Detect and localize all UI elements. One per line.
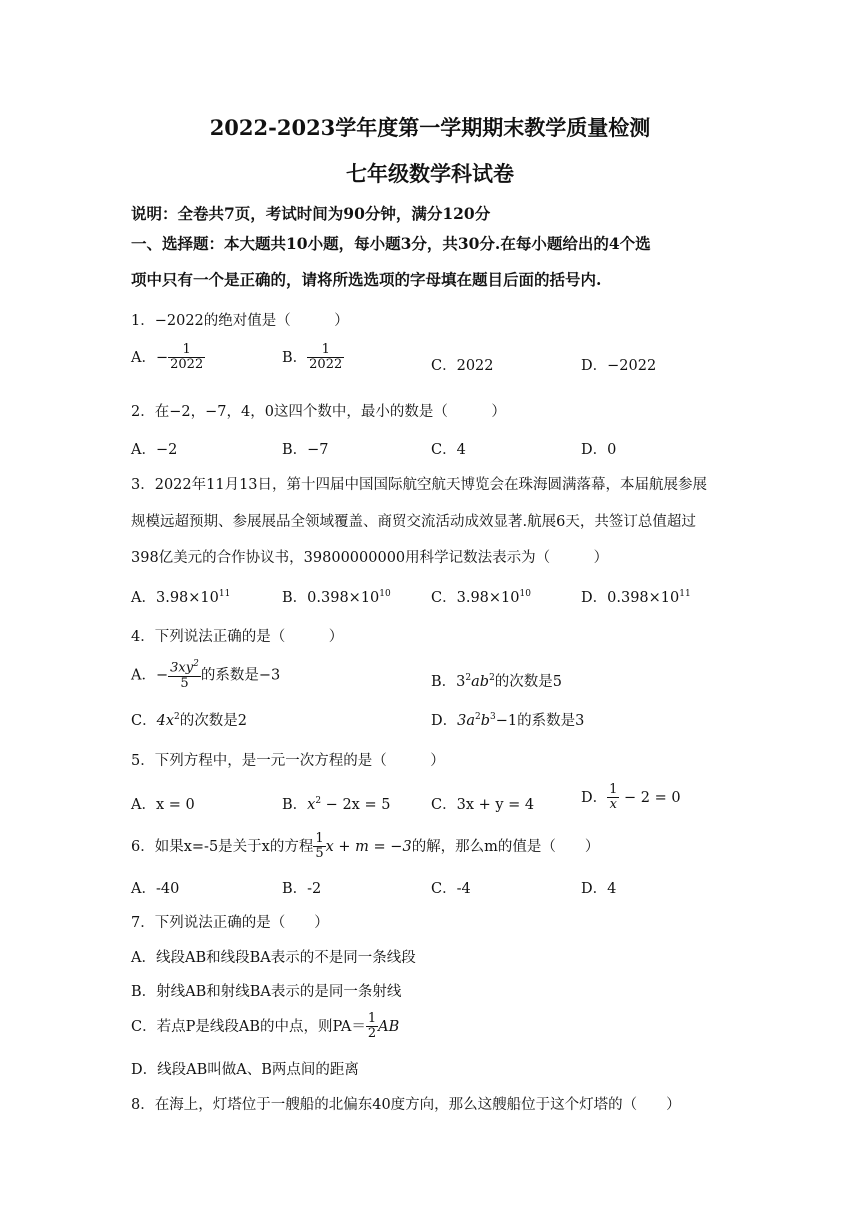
q5-b-x: x <box>307 797 316 813</box>
q4-option-c <box>131 709 247 730</box>
q8-stem: 8．在海上，灯塔位于一艘船的北偏东40度方向，那么这艘船位于这个灯塔的（ ） <box>131 1097 681 1113</box>
q4-option-d <box>431 709 584 730</box>
exam-subtitle: 七年级数学科试卷 <box>346 161 514 186</box>
q4-a-sign: − <box>155 667 169 684</box>
q5-option-a: A．x = 0 <box>131 797 195 813</box>
q5-stem: 5．下列方程中，是一元一次方程的是（ ） <box>131 753 445 769</box>
q2-option-a: A．−2 <box>131 442 178 458</box>
q4-a-label: A． <box>131 667 156 684</box>
q6-stem <box>131 832 599 862</box>
q3-b-exponent: 10 <box>379 589 391 600</box>
q4-d-exp1: 2 <box>475 712 481 723</box>
q5-d-label: D． <box>581 789 608 806</box>
q3-option-c <box>431 586 531 607</box>
q2-option-c: C．4 <box>431 442 466 458</box>
q7-option-c <box>131 1012 399 1042</box>
q3-a-base: 3.98×10 <box>155 590 219 606</box>
q4-b-exp: 2 <box>465 673 472 684</box>
q6-fraction <box>313 832 325 862</box>
q3-a-exponent: 11 <box>218 589 231 600</box>
q7-c-pre: C．若点P是线段AB的中点，则PA＝ <box>131 1018 366 1035</box>
q7-c-numerator: 1 <box>367 1011 377 1026</box>
instructions: 说明：全卷共7页，考试时间为90分钟，满分120分 <box>131 204 491 223</box>
q3-b-label: B． <box>282 590 308 606</box>
section1-heading-line2: 项中只有一个是正确的，请将所选选项的字母填在题目后面的括号内. <box>131 270 602 289</box>
q1-a-label: A． <box>131 349 156 366</box>
q3-stem-line1: 3．2022年11月13日，第十四届中国国际航空航天博览会在珠海圆满落幕，本届航展参展 <box>131 477 708 493</box>
q6-option-c: C．-4 <box>431 881 471 897</box>
q1-option-d: D．−2022 <box>581 358 657 374</box>
q7-option-a: A．线段AB和线段BA表示的不是同一条线段 <box>131 950 416 966</box>
q1-option-c: C．2022 <box>431 358 494 374</box>
section1-heading-line1: 一、选择题：本大题共10小题，每小题3分，共30分.在每小题给出的4个选 <box>131 234 651 253</box>
q4-d-label: D． <box>431 713 458 729</box>
q4-d-a: 3a <box>457 713 476 729</box>
q5-b-label: B． <box>282 797 308 813</box>
q4-d-exp2: 3 <box>490 712 496 723</box>
q6-stem-equation: x + m = −3 <box>325 838 412 855</box>
q4-b-base: 3 <box>456 674 466 690</box>
q4-a-text: 的系数是−3 <box>200 667 281 684</box>
q7-c-post: AB <box>378 1018 400 1035</box>
q5-b-exp: 2 <box>315 796 322 807</box>
q3-b-base: 0.398×10 <box>307 590 380 606</box>
q6-fraction-denominator: 5 <box>315 846 324 862</box>
q5-option-c: C．3x + y = 4 <box>431 797 535 813</box>
q4-a-numerator-coef: 3xy <box>170 660 194 676</box>
q4-a-fraction <box>168 660 201 691</box>
q1-a-fraction <box>168 343 205 373</box>
q1-option-b <box>282 343 344 373</box>
q1-stem: 1．−2022的绝对值是（ ） <box>131 313 349 329</box>
q2-option-d: D．0 <box>581 442 617 458</box>
q3-d-label: D． <box>581 590 608 606</box>
q7-option-b: B．射线AB和射线BA表示的是同一条射线 <box>131 984 402 1000</box>
q6-option-d: D．4 <box>581 881 617 897</box>
q6-stem-pre: 6．如果x=-5是关于x的方程 <box>131 838 314 855</box>
q4-a-denominator: 5 <box>180 675 189 691</box>
q3-a-label: A． <box>131 590 156 606</box>
q3-d-base: 0.398×10 <box>607 590 680 606</box>
q1-a-sign: − <box>155 349 169 366</box>
q3-option-b <box>282 586 391 607</box>
q3-option-d <box>581 586 691 607</box>
q3-option-a <box>131 586 230 607</box>
q3-c-base: 3.98×10 <box>456 590 520 606</box>
q6-stem-post: 的解，那么m的值是（ ） <box>411 838 600 855</box>
q5-b-rest: − 2x = 5 <box>321 797 391 813</box>
q1-option-a <box>131 343 205 373</box>
q4-b-label: B． <box>431 674 457 690</box>
q7-stem: 7．下列说法正确的是（ ） <box>131 915 329 931</box>
q4-c-exp: 2 <box>174 712 180 723</box>
q3-c-exponent: 10 <box>519 589 531 600</box>
q7-c-fraction <box>366 1012 378 1042</box>
q1-b-fraction <box>307 343 344 373</box>
q5-d-rest: − 2 = 0 <box>619 789 681 806</box>
q7-option-d: D．线段AB叫做A、B两点间的距离 <box>131 1062 359 1078</box>
q4-b-ab: ab <box>471 674 490 690</box>
q4-option-b <box>431 670 562 691</box>
q4-c-text: 的次数是2 <box>179 713 247 729</box>
q5-d-denominator: x <box>609 797 617 813</box>
q3-stem-line3: 398亿美元的合作协议书，39800000000用科学记数法表示为（ ） <box>131 550 609 566</box>
q1-b-label: B． <box>282 349 308 366</box>
q4-b-exp2: 2 <box>489 673 495 684</box>
q3-d-exponent: 11 <box>679 589 691 600</box>
q3-c-label: C． <box>431 590 457 606</box>
q3-stem-line2: 规模远超预期、参展展品全领域覆盖、商贸交流活动成效显著.航展6天，共签订总值超过 <box>131 514 696 530</box>
q6-option-a: A．-40 <box>131 881 180 897</box>
exam-title: 2022-2023学年度第一学期期末教学质量检测 <box>209 115 651 140</box>
q7-c-denominator: 2 <box>367 1026 377 1042</box>
q2-option-b: B．−7 <box>282 442 329 458</box>
q4-b-text: 的次数是5 <box>494 674 563 690</box>
q4-a-numerator <box>168 660 201 677</box>
q2-stem: 2．在−2，−7，4，0这四个数中，最小的数是（ ） <box>131 404 506 420</box>
q5-d-numerator: 1 <box>609 782 618 797</box>
q1-b-numerator: 1 <box>307 343 344 358</box>
q4-d-b: b <box>480 713 491 729</box>
q1-b-denominator: 2022 <box>309 357 343 373</box>
q5-option-d <box>581 783 681 813</box>
q1-a-denominator: 2022 <box>170 357 204 373</box>
q4-option-a <box>131 660 280 691</box>
q1-a-numerator: 1 <box>168 343 205 358</box>
q5-d-fraction <box>607 783 619 813</box>
q4-d-rest: −1 <box>495 713 518 729</box>
q5-option-b <box>282 793 390 814</box>
q6-fraction-numerator: 1 <box>315 831 324 846</box>
q4-d-text: 的系数是3 <box>517 713 585 729</box>
q4-c-label: C． <box>131 713 157 729</box>
q4-a-numerator-exp: 2 <box>193 659 199 669</box>
q4-c-base: 4x <box>156 713 175 729</box>
q4-stem: 4．下列说法正确的是（ ） <box>131 629 344 645</box>
q6-option-b: B．-2 <box>282 881 322 897</box>
